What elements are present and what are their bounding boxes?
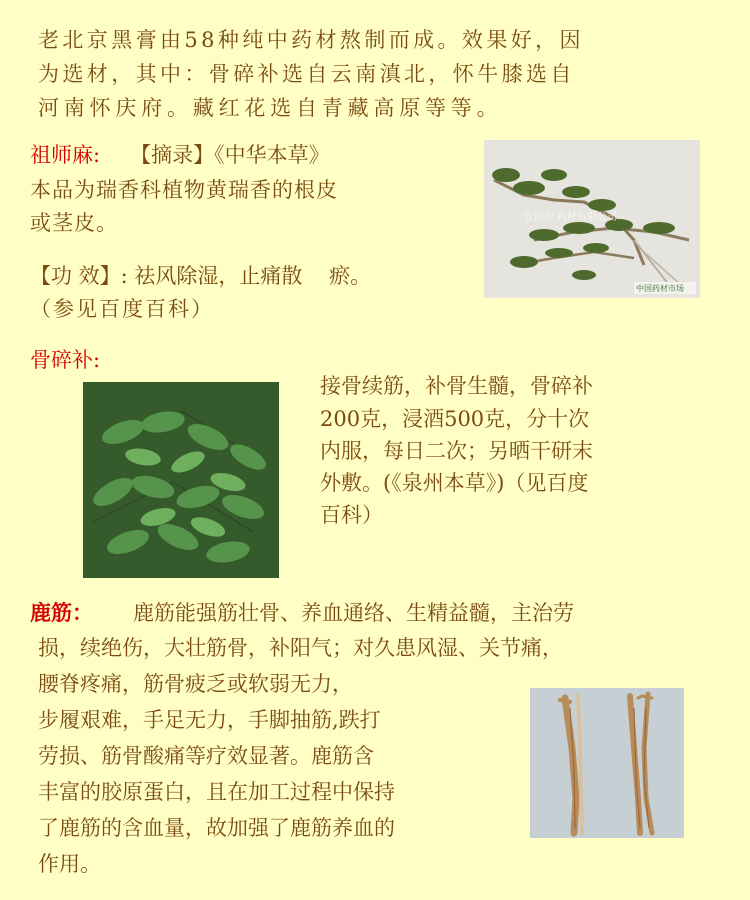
lujin-line-3: 步履艰难，手足无力，手脚抽筋,跌打: [38, 708, 381, 732]
lujin-first-line: 鹿筋能强筋壮骨、养血通络、生精益髓，主治劳: [133, 601, 574, 625]
gusuibu-line-2: 200克，浸酒500克，分十次: [320, 407, 590, 431]
lujin-line-4: 劳损、筋骨酸痛等疗效显著。鹿筋含: [38, 744, 374, 768]
zushima-desc-line-1: 本品为瑞香科植物黄瑞香的根皮: [30, 178, 338, 202]
lujin-line-6: 了鹿筋的含血量，故加强了鹿筋养血的: [38, 816, 395, 840]
zushima-watermark: 安国市 药材有限公司: [524, 212, 618, 223]
zushima-effect-line-1: 【功 效】: 祛风除湿，止痛散 瘀。: [30, 264, 372, 288]
gusuibu-label: 骨碎补:: [30, 348, 101, 372]
zushima-photo: [484, 140, 700, 298]
gusuibu-line-4: 外敷。(《泉州本草》)（见百度: [320, 471, 589, 495]
zushima-effect-line-2: （参见百度百科）: [30, 297, 214, 321]
gusuibu-line-1: 接骨续筋，补骨生髓，骨碎补: [320, 374, 593, 398]
gusuibu-line-3: 内服，每日二次；另晒干研末: [320, 439, 593, 463]
lujin-line-1: 损，续绝伤，大壮筋骨，补阳气；对久患风湿、关节痛，: [38, 636, 563, 660]
lujin-label: 鹿筋：: [30, 600, 93, 625]
gusuibu-line-5: 百科）: [320, 503, 383, 527]
zushima-logo: 中国药材市场: [636, 284, 684, 293]
lujin-photo: [530, 688, 684, 838]
lujin-line-7: 作用。: [38, 852, 101, 876]
zushima-source: 【摘录】《中华本草》: [130, 143, 330, 167]
intro-line-3: 河南怀庆府。藏红花选自青藏高原等等。: [38, 96, 503, 120]
zushima-desc-line-2: 或茎皮。: [30, 211, 118, 235]
lujin-line-2: 腰脊疼痛，筋骨疲乏或软弱无力，: [38, 672, 353, 696]
gusuibu-photo: [83, 382, 279, 578]
intro-line-1: 老北京黑膏由58种纯中药材熬制而成。效果好，因: [38, 28, 584, 52]
zushima-label: 祖师麻:: [30, 143, 101, 167]
intro-line-2: 为选材，其中：骨碎补选自云南滇北，怀牛膝选自: [38, 62, 575, 86]
lujin-line-5: 丰富的胶原蛋白，且在加工过程中保持: [38, 780, 395, 804]
